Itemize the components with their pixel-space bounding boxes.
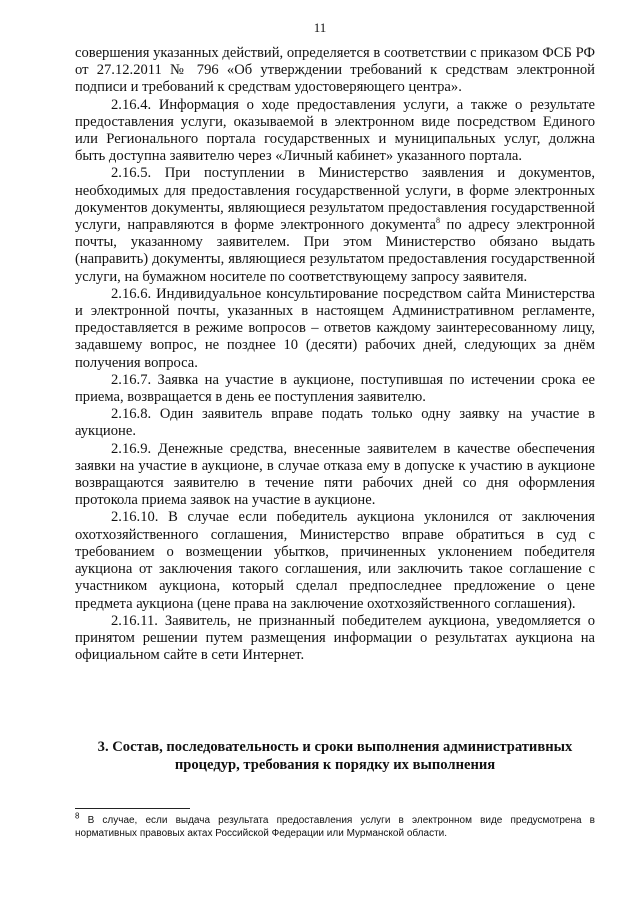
paragraph-2-16-4: 2.16.4. Информация о ходе предоставления услуги, а также о результате предоставления услуги, оказываемой в электронном виде посредством Единого или Регионального портала государственных и муниципальных услуг, должна быть доступна заявителю через «Личный кабинет» указанного портала. <box>75 96 595 165</box>
paragraph-continuation: совершения указанных действий, определяется в соответствии с приказом ФСБ РФ от 27.12.2011 № 796 «Об утверждении требований к средствам электронной подписи и требований к средствам удостоверяющего центра». <box>75 45 595 96</box>
section-heading <box>80 738 590 774</box>
paragraph-2-16-7: 2.16.7. Заявка на участие в аукционе, поступившая по истечении срока ее приема, возвращается в день ее поступления заявителю. <box>75 371 595 406</box>
section-heading-line-2: процедур, требования к порядку их выполнения <box>174 757 496 773</box>
footnote-divider <box>75 808 190 809</box>
footnote-text: В случае, если выдача результата предоставления услуги в электронном виде предусмотрена в нормативных правовых актах Российской Федерации или Мурманской области. <box>75 815 595 839</box>
body-text <box>75 45 595 664</box>
paragraph-2-16-5 <box>75 165 595 285</box>
paragraph-2-16-11: 2.16.11. Заявитель, не признанный победителем аукциона, уведомляется о принятом решении путем размещения информации о результатах аукциона на официальном сайте в сети Интернет. <box>75 612 595 664</box>
paragraph-2-16-9: 2.16.9. Денежные средства, внесенные заявителем в качестве обеспечения заявки на участие в аукционе, в случае отказа ему в допуске к участию в аукционе возвращаются заявителю в течение пяти рабочих дней со дня оформления протокола приема заявок на участие в аукционе. <box>75 440 595 509</box>
page-number: 11 <box>313 20 327 35</box>
footnote-reference: 8 <box>435 216 440 226</box>
paragraph-2-16-5-text-before: 2.16.5. При поступлении в Министерство заявления и документов, необходимых для предоставления государственной услуги, в форме электронных документов документы, являющиеся результатом предоставления государственной услуги, направляются в форме электронного документа <box>75 165 595 234</box>
paragraph-2-16-10: 2.16.10. В случае если победитель аукциона уклонился от заключения охотхозяйственного соглашения, Министерство вправе обратиться в суд с требованием о возмещении убытков, причиненных уклонением победителя аукциона от заключения такого соглашения, или заключить такое соглашение с участником аукциона, который сделал предпоследнее предложение о цене предмета аукциона (цене права на заключение охотхозяйственного соглашения). <box>75 509 595 612</box>
footnote-mark: 8 <box>75 811 80 821</box>
footnote <box>75 811 595 840</box>
paragraph-2-16-5-text-after: по адресу электронной почты, указанному заявителем. При этом Министерство обязано выдать (направить) документы, являющиеся результатом предоставления государственной услуги, на бумажном носителе по соответствующему запросу заявителя. <box>75 217 595 285</box>
paragraph-2-16-6: 2.16.6. Индивидуальное консультирование посредством сайта Министерства и электронной почты, указанных в настоящем Административном регламенте, предоставляется в режиме вопросов – ответов каждому заинтересованному лицу, задавшему вопрос, не позднее 10 (десяти) рабочих дней, следующих за днём получения вопроса. <box>75 285 595 371</box>
section-heading-line-1: 3. Состав, последовательность и сроки выполнения административных <box>97 739 573 755</box>
paragraph-2-16-8: 2.16.8. Один заявитель вправе подать только одну заявку на участие в аукционе. <box>75 406 595 440</box>
